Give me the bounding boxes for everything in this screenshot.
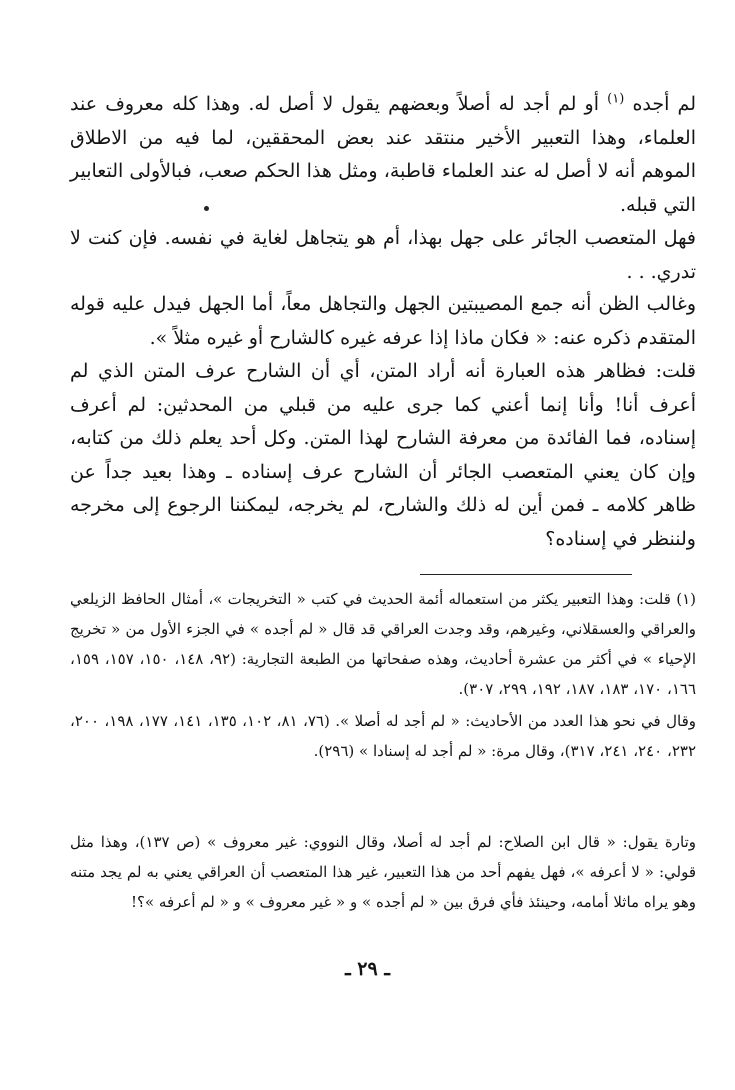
footnote-marker: (١) (607, 91, 625, 107)
footnote-paragraph-3: وتارة يقول: « قال ابن الصلاح: لم أجد له أصلا، وقال النووي: غير معروف » (ص ١٣٧)، وهذا مثل قولي: « لا أعرفه »، فهل يفهم أحد من هذا التعبير، غير هذا المتعصب أن العراقي يعني به لم يجد متنه وهو يراه ماثلا أمامه، وحينئذ فأي فرق بين « لم أجده » و « غير معروف » و « لم أعرفه »؟! (70, 833, 696, 911)
stray-dot-mark (204, 206, 209, 211)
page-number: ـ ٢٩ ـ (345, 958, 390, 980)
main-paragraph-3: وغالب الظن أنه جمع المصيبتين الجهل والتجاهل معاً، أما الجهل فيدل عليه قوله المتقدم ذكره عنه: « فكان ماذا إذا عرفه غيره كالشارح أو غيره مثلاً ». (70, 293, 696, 349)
main-paragraph-2: فهل المتعصب الجائر على جهل بهذا، أم هو يتجاهل لغاية في نفسه. فإن كنت لا تدري. . . (70, 227, 696, 283)
main-paragraph-4: قلت: فظاهر هذه العبارة أنه أراد المتن، أي أن الشارح عرف المتن الذي لم أعرف أنا! وأنا إنما أعني كما جرى عليه من قبلي من المحدثين: لم أعرف إسناده، فما الفائدة من معرفة الشارح لهذا المتن. وكل أحد يعلم ذلك من كتابه، وإن كان يعني المتعصب الجائر أن الشارح عرف إسناده ـ وهذا بعيد جداً عن ظاهر كلامه ـ فمن أين له ذلك والشارح، لم يخرجه، ليمكننا الرجوع إلى مخرجه ولننظر في إسناده؟ (70, 360, 696, 550)
main-paragraph-1 (70, 88, 696, 222)
paragraph-1-rest: أو لم أجد له أصلاً وبعضهم يقول لا أصل له. وهذا كله معروف عند العلماء، وهذا التعبير الأخير منتقد عند بعض المحققين، لما فيه من الاطلاق الموهم أنه لا أصل له عند العلماء قاطبة، ومثل هذا الحكم صعب، فبالأولى التعابير التي قبله. (70, 93, 696, 216)
footnote-paragraph-1: (١) قلت: وهذا التعبير يكثر من استعماله أئمة الحديث في كتب « التخريجات »، أمثال الحافظ الزيلعي والعراقي والعسقلاني، وغيرهم، وقد وجدت العراقي قد قال « لم أجده » في الجزء الأول من « تخريج الإحياء » في أكثر من عشرة أحاديث، وهذه صفحاتها من الطبعة التجارية: (٩٢، ١٤٨، ١٥٠، ١٥٧، ١٥٩، ١٦٦، ١٧٠، ١٨٣، ١٨٧، ١٩٢، ٢٩٩، ٣٠٧). (70, 590, 697, 698)
paragraph-1-start: لم أجده (632, 93, 696, 115)
footnote-paragraph-2: وقال في نحو هذا العدد من الأحاديث: « لم أجد له أصلا ». (٧٦، ٨١، ١٠٢، ١٣٥، ١٤١، ١٧٧، ١٩٨، ٢٠٠، ٢٣٢، ٢٤٠، ٢٤١، ٣١٧)، وقال مرة: « لم أجد له إسنادا » (٢٩٦). (70, 712, 697, 760)
footnote-separator (420, 574, 632, 575)
